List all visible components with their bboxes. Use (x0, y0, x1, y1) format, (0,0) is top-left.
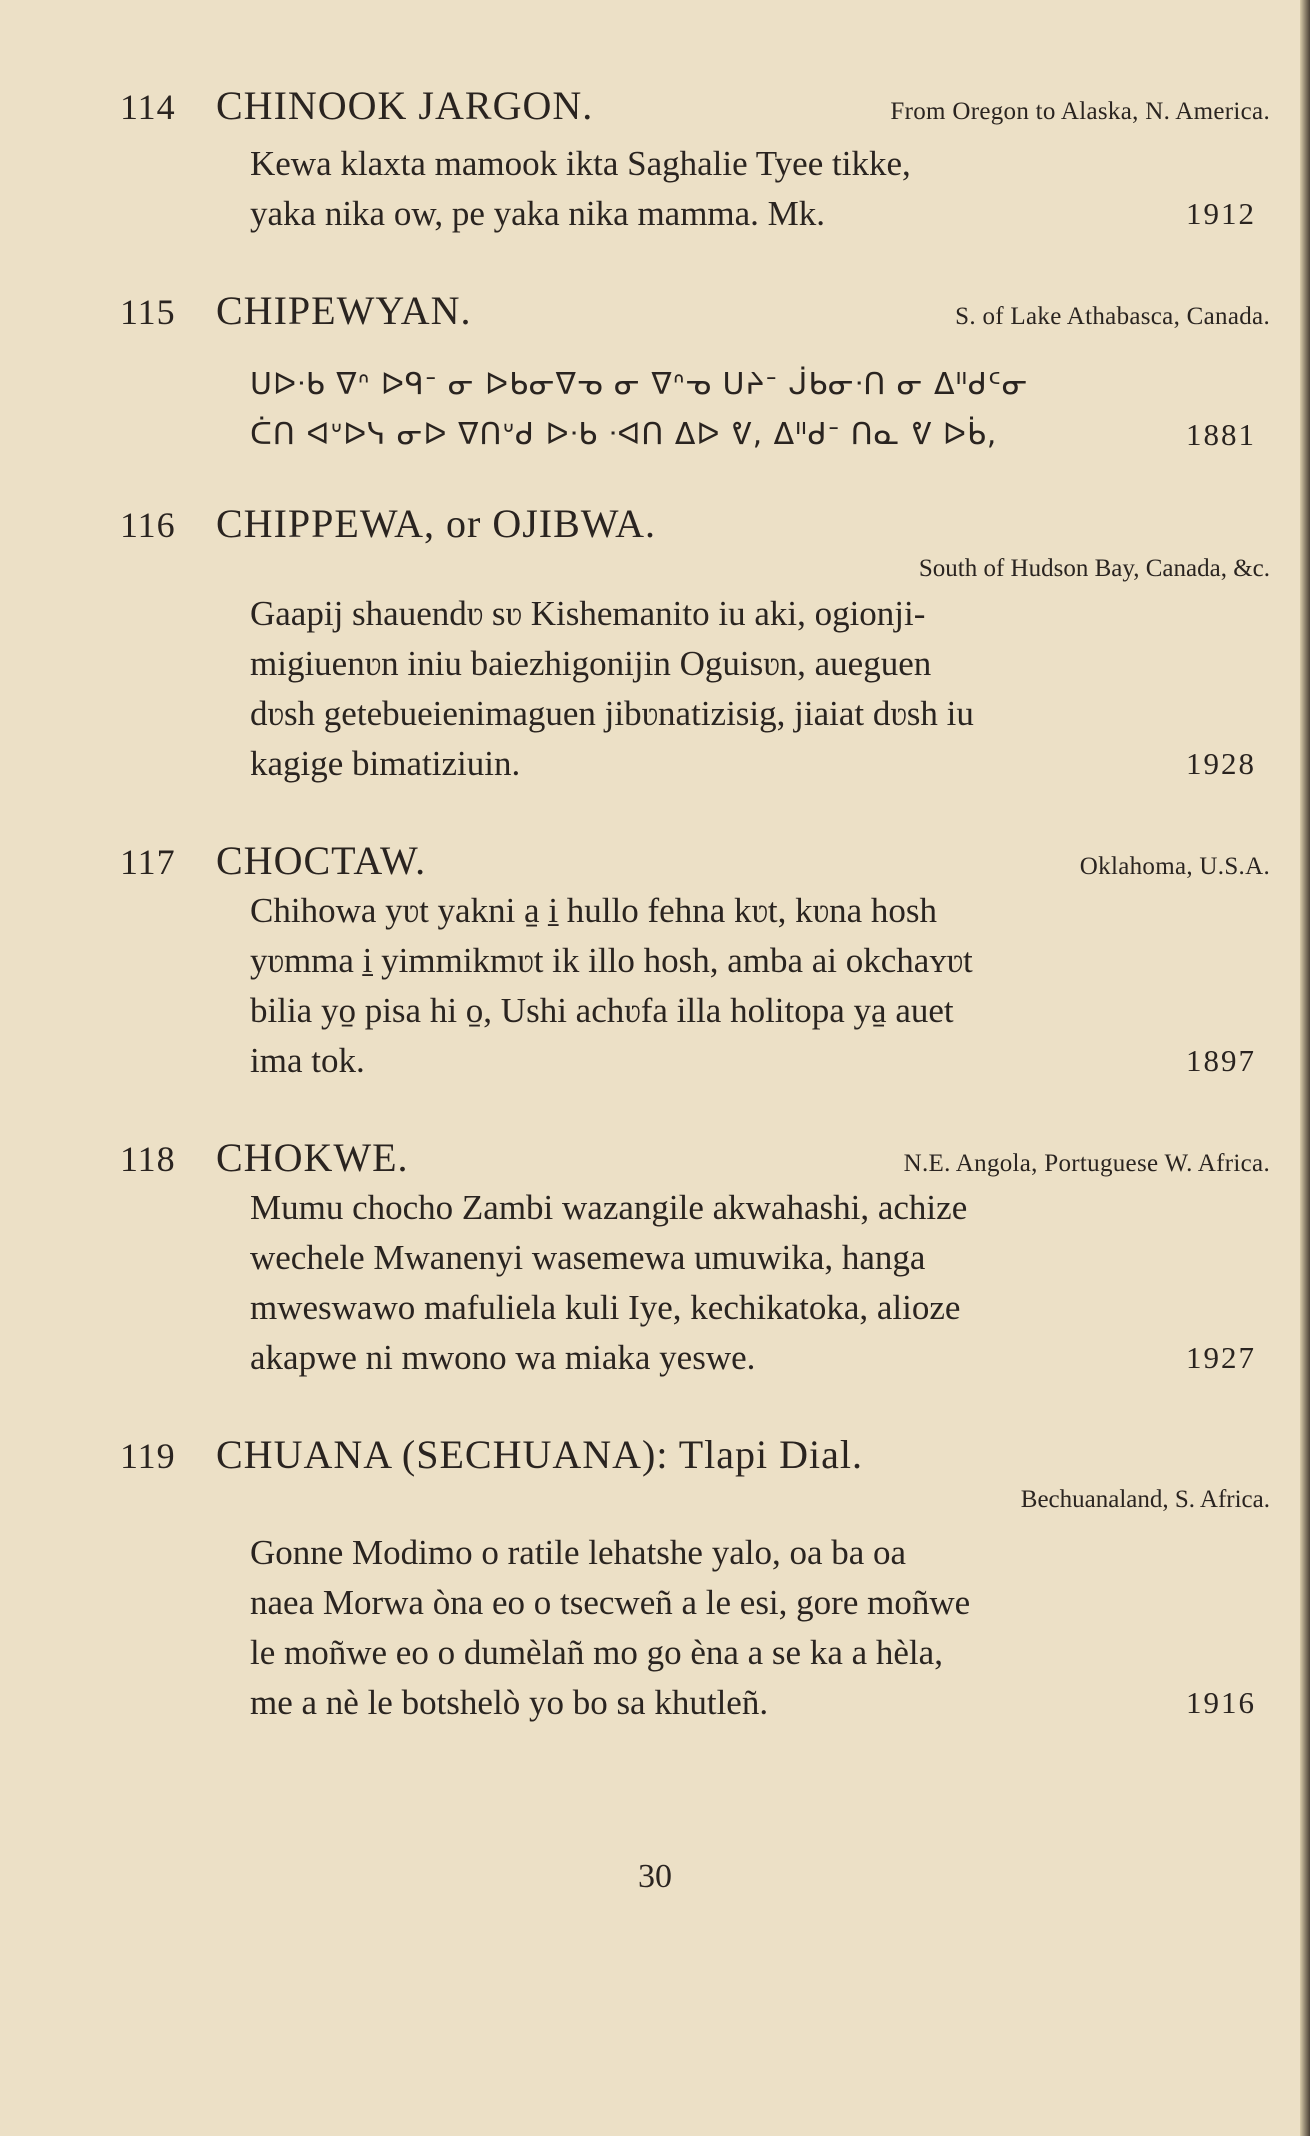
text-line: naea Morwa ònа eo o tsecweñ a le esi, gore moñwe (250, 1583, 971, 1622)
entry-text (250, 1183, 1256, 1383)
text-line: dʋsh getebueienimaguen jibʋnatizisig, jiaiat dʋsh iu (250, 694, 974, 733)
language-region: From Oregon to Alaska, N. America. (890, 98, 1270, 125)
entry-text (250, 589, 1256, 789)
language-name: CHOCTAW. (216, 838, 427, 883)
language-region: South of Hudson Bay, Canada, &c. (918, 555, 1270, 582)
text-line: migiuenʋn iniu baiezhigonijin Oguisʋn, aueguen (250, 644, 932, 683)
language-name: CHIPPEWA, or OJIBWA. (216, 501, 656, 546)
text-line: ima tok. (250, 1041, 365, 1080)
text-line: yaka nika ow, pe yaka nika mamma. Mk. (250, 194, 826, 233)
entry-heading (120, 500, 1270, 547)
entry-chipewyan (120, 287, 1270, 460)
language-name: CHUANA (SECHUANA): Tlapi Dial. (216, 1432, 864, 1477)
entry-year: 1927 (1186, 1340, 1256, 1375)
text-line: le moñwe eo o dumèlañ mo go èna a se ka a hèla, (250, 1633, 943, 1672)
entry-number: 118 (120, 1139, 176, 1179)
entry-number: 115 (120, 292, 176, 332)
text-line: mweswawo mafuliela kuli Iye, kechikatoka, alioze (250, 1288, 961, 1327)
text-line: Mumu chocho Zambi wazangile akwahashi, achize (250, 1188, 968, 1227)
entry-chuana (120, 1431, 1270, 1728)
page-edge (1300, 0, 1310, 2136)
language-region: S. of Lake Athabasca, Canada. (955, 303, 1270, 330)
entry-year: 1881 (1186, 417, 1256, 452)
text-line: wechele Mwanenyi wasemewa umuwika, hanga (250, 1238, 926, 1277)
text-line: Kewa klaxta mamook ikta Saghalie Tyee tikke, (250, 144, 911, 183)
language-name: CHIPEWYAN. (216, 288, 472, 333)
text-line: bilia yo̱ pisa hi o̱, Ushi achʋfa illa holitopa ya̱ auet (250, 991, 954, 1030)
text-line: Gaapij shauendʋ sʋ Kishemanito iu aki, ogionji- (250, 594, 926, 633)
page-content (120, 82, 1270, 1776)
entry-heading (120, 837, 1270, 884)
entry-number: 119 (120, 1436, 176, 1476)
entry-number: 114 (120, 87, 176, 127)
entry-number: 117 (120, 842, 176, 882)
language-region: Oklahoma, U.S.A. (1079, 853, 1270, 880)
entry-heading (120, 287, 1270, 334)
text-line: ᑖᑎ ᐊᐡᐅᓭ ᓂᐅ ᐁᑎᐡᑯ ᐅᐧᑲ ᐧᐊᑎ ᐃᐅ ᕓ, ᐃᐦᑯᐨ ᑎᓇ ᕓ ᐅᑳ, (250, 417, 998, 452)
entry-choctaw (120, 837, 1270, 1086)
entry-heading (120, 1431, 1270, 1478)
entry-heading (120, 1134, 1270, 1181)
text-line: ᑌᐅᐧᑲ ᐁᐢ ᐅᑫᐨ ᓂ ᐅᑲᓂᐁᓀ ᓂ ᐁᐢᓀ ᑌᔨᐨ ᒎᑲᓂᐧᑎ ᓂ ᐃᐦᑯᑦᓂ (250, 367, 1029, 402)
entry-year: 1912 (1186, 196, 1256, 231)
text-line: yʋmma i̱ yimmikmʋt ik illo hosh, amba ai okchaʏʋt (250, 941, 973, 980)
entry-chinook-jargon (120, 82, 1270, 239)
language-name: CHOKWE. (216, 1135, 409, 1180)
entry-year: 1916 (1186, 1685, 1256, 1720)
language-name: CHINOOK JARGON. (216, 83, 594, 128)
entry-chippewa (120, 500, 1270, 789)
text-line: Chihowa yʋt yakni a̱ i̱ hullo fehna kʋt, kʋna hosh (250, 891, 937, 930)
entry-heading (120, 82, 1270, 129)
entry-text (250, 1528, 1256, 1728)
text-line: akapwe ni mwono wa miaka yeswe. (250, 1338, 756, 1377)
language-region: Bechuanaland, S. Africa. (1020, 1486, 1270, 1513)
text-line: Gonne Modimo o ratile lehatshe yalo, oa ba oa (250, 1533, 907, 1572)
entry-text (250, 139, 1256, 239)
entry-year: 1928 (1186, 746, 1256, 781)
language-region: N.E. Angola, Portuguese W. Africa. (903, 1150, 1270, 1177)
page-number: 30 (638, 1858, 672, 1895)
entry-number: 116 (120, 505, 176, 545)
text-line: me a nè le botshelò yo bo sa khutleñ. (250, 1683, 769, 1722)
entry-text (250, 886, 1256, 1086)
entry-chokwe (120, 1134, 1270, 1383)
entry-year: 1897 (1186, 1043, 1256, 1078)
entry-syllabic-text (250, 360, 1256, 460)
text-line: kagige bimatiziuin. (250, 744, 521, 783)
